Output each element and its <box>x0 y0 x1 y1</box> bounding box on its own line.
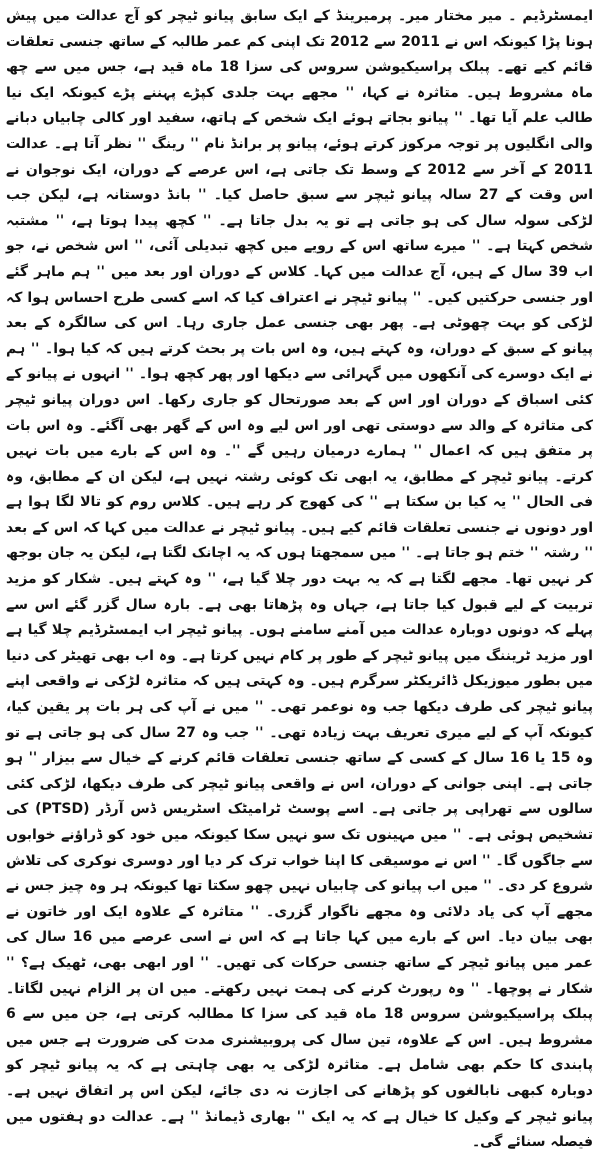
article-body: ایمسٹرڈیم ۔ میر مختار میر۔ پرمیرینڈ کے ایک سابق پیانو ٹیچر کو آج عدالت میں پیش ہونا پڑا کیونکہ اس نے 2011 سے 2012 تک اپنی کم عمر طالبہ کے ساتھ جنسی تعلقات قائم کیے تھے۔ پبلک پراسیکیوشن سروس کی سزا 18 ماہ قید ہے، جس میں سے چھ ماہ مشروط ہیں۔ متاثرہ نے کہا، '' مجھے بہت جلدی کپڑے پہننے پڑے کیونکہ ایک نیا طالب علم آیا تھا۔ '' پیانو بجاتے ہوئے ایک شخص کے ہاتھ، سفید اور کالی چابیاں دبانے والی انگلیوں پر توجہ مرکوز کرتے ہوئے، پیانو پر برانڈ نام '' رینگ '' نظر آتا ہے۔ عدالت 2011 کے آخر سے 2012 کے وسط تک جاتی ہے، اس عرصے کے دوران، ایک نوجوان نے اس وقت کے 27 سالہ پیانو ٹیچر سے سبق حاصل کیا۔ '' بانڈ دوستانہ ہے، لیکن جب لڑکی سولہ سال کی ہو جاتی ہے تو یہ بدل جاتا ہے۔ '' کچھ پیدا ہوتا ہے، '' مشتبہ شخص کہتا ہے۔ '' میرے ساتھ اس کے رویے میں کچھ تبدیلی آئی، '' اس شخص نے، جو اب 39 سال کے ہیں، آج عدالت میں کہا۔ کلاس کے دوران اور بعد میں '' ہم ماہر گئے اور جنسی حرکتیں کیں۔ '' پیانو ٹیچر نے اعتراف کیا کہ اسے کسی طرح احساس ہوا کہ لڑکی کو بہت چھوٹی ہے۔ پھر بھی جنسی عمل جاری رہا۔ اس کی سالگرہ کے بعد پیانو کے سبق کے دوران، وہ کہتے ہیں، وہ اس بات پر بحث کرتے ہیں کہ کیا ہوا۔ '' ہم نے ایک دوسرے کی آنکھوں میں گہرائی سے دیکھا اور پھر کچھ ہوا۔ '' انہوں نے پیانو کے کئی اسباق کے دوران اور اس کے بعد صورتحال کو جاری رکھا۔ اس دوران پیانو ٹیچر کی متاثرہ کے والد سے دوستی تھی اور اس لیے وہ اس کے گھر بھی آگئے۔ وہ اس بات پر متفق ہیں کہ اعمال '' ہمارے درمیان رہیں گے ''۔ وہ اس کے بارے میں بات نہیں کرتے۔ پیانو ٹیچر کے مطابق، یہ ابھی تک کوئی رشتہ نہیں ہے، لیکن ان کے مطابق، وہ فی الحال '' یہ کیا بن سکتا ہے '' کی کھوج کر رہے ہیں۔ کلاس روم کو تالا لگا ہوا ہے اور دونوں نے جنسی تعلقات قائم کیے ہیں۔ پیانو ٹیچر نے عدالت میں کہا کہ اس کے بعد '' رشتہ '' ختم ہو جاتا ہے۔ '' میں سمجھتا ہوں کہ یہ اچانک لگتا ہے، لیکن یہ جان بوجھ کر نہیں تھا۔ مجھے لگتا ہے کہ یہ بہت دور چلا گیا ہے، '' وہ کہتے ہیں۔ شکار کو مزید تربیت کے لیے قبول کیا جاتا ہے، جہاں وہ پڑھاتا بھی ہے۔ بارہ سال گزر گئے اس سے پہلے کہ دونوں دوبارہ عدالت میں آمنے سامنے ہوں۔ پیانو ٹیچر اب ایمسٹرڈیم چلا گیا ہے اور مزید ٹریننگ میں پیانو ٹیچر کے طور پر کام نہیں کرتا ہے۔ وہ اب بھی تھیٹر کی دنیا میں بطور میوزیکل ڈائریکٹر سرگرم ہیں۔ وہ کہتی ہیں کہ متاثرہ لڑکی نے واقعی اپنے پیانو ٹیچر کی طرف دیکھا جب وہ نوعمر تھی۔ '' میں نے آپ کی ہر بات پر یقین کیا، کیونکہ آپ کے لیے میری تعریف بہت زیادہ تھی۔ '' جب وہ 27 سال کی ہو جاتی ہے تو وہ 15 یا 16 سال کے کسی کے ساتھ جنسی تعلقات قائم کرنے کے خیال سے بیزار '' ہو جاتی ہے۔ اپنی جوانی کے دوران، اس نے واقعی پیانو ٹیچر کی طرف دیکھا، لڑکی کئی سالوں سے تھراپی پر جاتی ہے۔ اسے پوسٹ ٹرامیٹک اسٹریس ڈس آرڈر (PTSD) کی تشخیص ہوئی ہے۔ '' میں مہینوں تک سو نہیں سکا کیونکہ میں خود کو ڈراؤنے خوابوں سے جاگوں گا۔ '' اس نے موسیقی کا اپنا خواب ترک کر دیا اور دوسری نوکری کی تلاش شروع کر دی۔ '' میں اب پیانو کی چابیاں نہیں چھو سکتا تھا کیونکہ ہر وہ چیز جس نے مجھے آپ کی یاد دلائی وہ مجھے ناگوار گزری۔ '' متاثرہ کے علاوہ ایک اور خاتون نے بھی بیان دیا۔ اس کے بارے میں کہا جاتا ہے کہ اس نے اسی عرصے میں 16 سال کی عمر میں پیانو ٹیچر کے ساتھ جنسی حرکات کی تھیں۔ '' اور ابھی بھی، ٹھیک ہے؟ '' شکار نے پوچھا۔ '' وہ رپورٹ کرنے کی ہمت نہیں رکھتے۔ میں ان پر الزام نہیں لگاتا۔ پبلک پراسیکیوشن سروس 18 ماہ قید کی سزا کا مطالبہ کرتی ہے، جن میں سے 6 مشروط ہیں۔ اس کے علاوہ، تین سال کی پروبیشنری مدت کی ضرورت ہے جس میں پابندی کا حکم بھی شامل ہے۔ متاثرہ لڑکی یہ بھی چاہتی ہے کہ یہ پیانو ٹیچر کو دوبارہ کبھی نابالغوں کو پڑھانے کی اجازت نہ دی جائے، لیکن اس پر اتفاق نہیں ہے۔ پیانو ٹیچر کے وکیل کا خیال ہے کہ یہ ایک '' بھاری ڈیمانڈ '' ہے۔ عدالت دو ہفتوں میں فیصلہ سنائے گی۔ <box>6 8 594 1151</box>
